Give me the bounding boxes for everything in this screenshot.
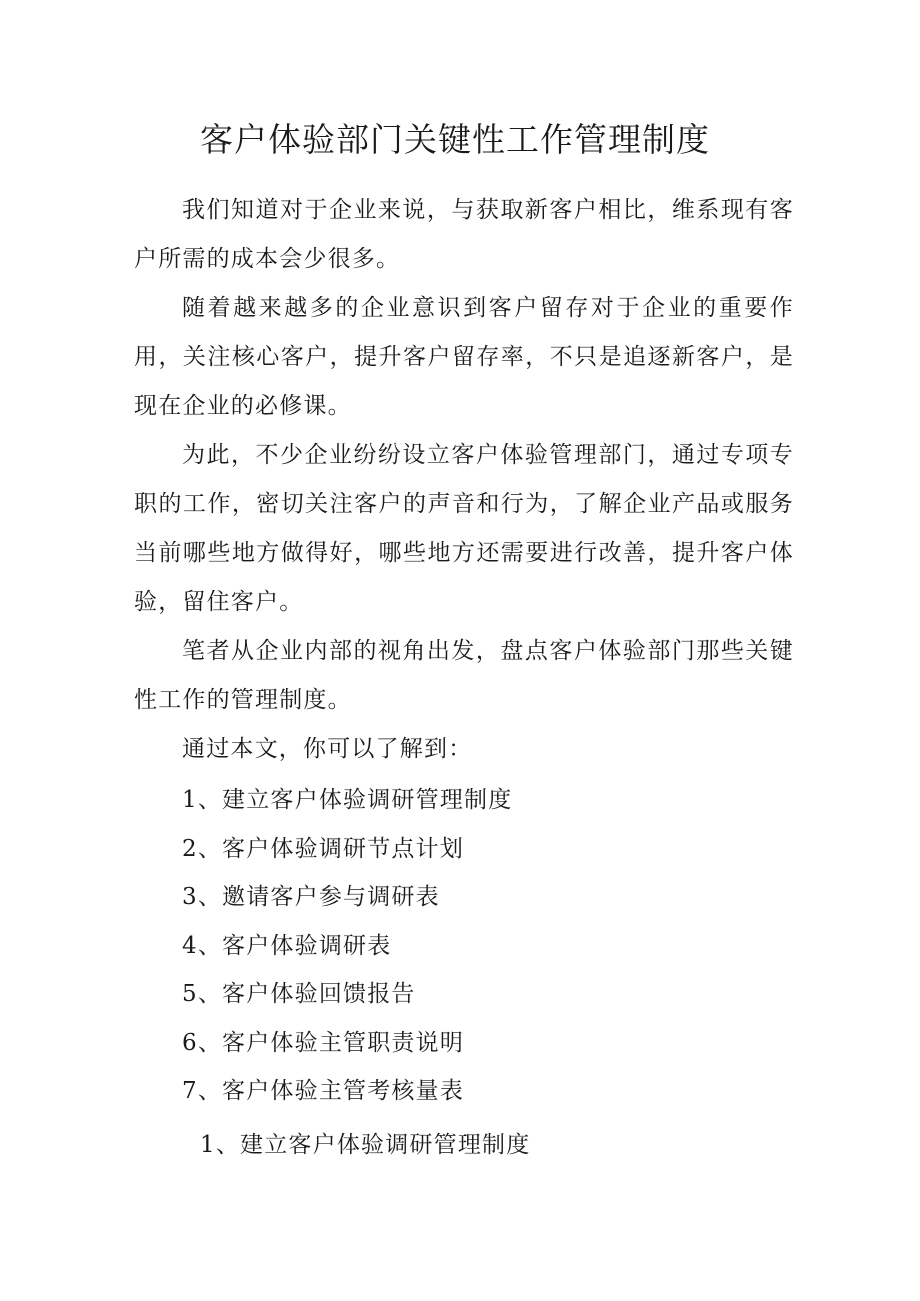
list-item: 5、客户体验回馈报告: [182, 981, 416, 1007]
section-heading: 1、建立客户体验调研管理制度: [200, 1132, 531, 1158]
document-title: 客户体验部门关键性工作管理制度: [200, 120, 710, 159]
paragraph-perspective: 笔者从企业内部的视角出发，盘点客户体验部门那些关键性工作的管理制度。: [134, 638, 794, 713]
list-item: 2、客户体验调研节点计划: [182, 836, 465, 862]
paragraph-intro: 我们知道对于企业来说，与获取新客户相比，维系现有客户所需的成本会少很多。: [134, 197, 794, 272]
paragraph-outline-intro: 通过本文，你可以了解到：: [182, 736, 473, 762]
list-item: 3、邀请客户参与调研表: [182, 884, 440, 910]
list-item: 4、客户体验调研表: [182, 933, 392, 959]
paragraph-department: 为此，不少企业纷纷设立客户体验管理部门，通过专项专职的工作，密切关注客户的声音和行为，了解企业产品或服务当前哪些地方做得好，哪些地方还需要进行改善，提升客户体验，留住客户。: [134, 442, 794, 615]
paragraph-retention: 随着越来越多的企业意识到客户留存对于企业的重要作用，关注核心客户，提升客户留存率，不只是追逐新客户，是现在企业的必修课。: [134, 295, 794, 419]
list-item: 1、建立客户体验调研管理制度: [182, 787, 513, 813]
list-item: 7、客户体验主管考核量表: [182, 1078, 465, 1104]
list-item: 6、客户体验主管职责说明: [182, 1030, 465, 1056]
